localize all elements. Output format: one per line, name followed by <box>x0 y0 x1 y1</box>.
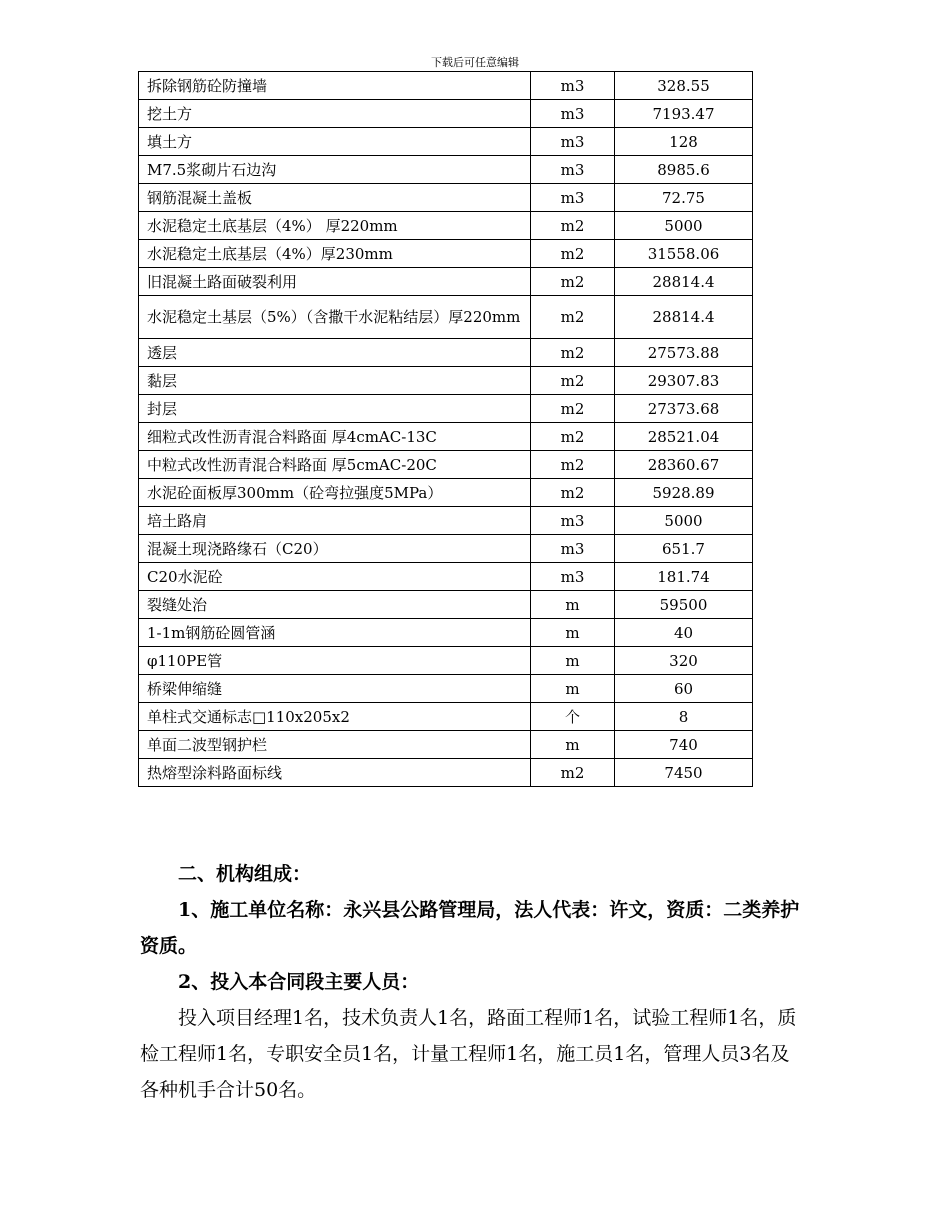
item-name-cell: 透层 <box>139 339 531 367</box>
item-name-cell: 培土路肩 <box>139 507 531 535</box>
item-name-cell: 单柱式交通标志□110x205x2 <box>139 703 531 731</box>
table-row <box>139 479 753 507</box>
table-row <box>139 535 753 563</box>
table-row <box>139 268 753 296</box>
unit-cell: m <box>531 647 615 675</box>
table-row <box>139 451 753 479</box>
unit-cell: m2 <box>531 212 615 240</box>
item-name-cell: 挖土方 <box>139 100 531 128</box>
quantity-cell: 29307.83 <box>615 367 753 395</box>
item-name-cell: 钢筋混凝土盖板 <box>139 184 531 212</box>
quantity-cell: 60 <box>615 675 753 703</box>
table-row <box>139 128 753 156</box>
quantity-cell: 28521.04 <box>615 423 753 451</box>
unit-cell: m3 <box>531 535 615 563</box>
quantity-table <box>138 71 753 787</box>
table-row <box>139 156 753 184</box>
unit-cell: m3 <box>531 507 615 535</box>
item-name-cell: 水泥稳定土底基层（4%） 厚220mm <box>139 212 531 240</box>
table-row <box>139 367 753 395</box>
unit-cell: m2 <box>531 296 615 339</box>
quantity-cell: 8985.6 <box>615 156 753 184</box>
item-name-cell: 黏层 <box>139 367 531 395</box>
unit-cell: m3 <box>531 156 615 184</box>
item-name-cell: 热熔型涂料路面标线 <box>139 759 531 787</box>
unit-cell: m3 <box>531 128 615 156</box>
unit-cell: m <box>531 619 615 647</box>
table-row <box>139 339 753 367</box>
quantity-cell: 72.75 <box>615 184 753 212</box>
unit-cell: 个 <box>531 703 615 731</box>
quantity-cell: 740 <box>615 731 753 759</box>
watermark-text: 下载后可任意编辑 <box>431 56 519 69</box>
quantity-cell: 27373.68 <box>615 395 753 423</box>
construction-unit-paragraph: 1、施工单位名称：永兴县公路管理局，法人代表：许文，资质：二类养护资质。 <box>140 899 800 957</box>
quantity-cell: 28814.4 <box>615 268 753 296</box>
personnel-paragraph: 投入项目经理1名，技术负责人1名，路面工程师1名，试验工程师1名，质检工程师1名，专职安全员1名，计量工程师1名，施工员1名，管理人员3名及各种机手合计50名。 <box>140 1007 797 1101</box>
unit-cell: m2 <box>531 451 615 479</box>
table-row <box>139 731 753 759</box>
quantity-cell: 59500 <box>615 591 753 619</box>
quantity-cell: 651.7 <box>615 535 753 563</box>
unit-cell: m2 <box>531 339 615 367</box>
table-row <box>139 703 753 731</box>
table-row <box>139 100 753 128</box>
quantity-cell: 328.55 <box>615 72 753 100</box>
quantity-cell: 181.74 <box>615 563 753 591</box>
unit-cell: m3 <box>531 100 615 128</box>
table-row <box>139 675 753 703</box>
item-name-cell: φ110PE管 <box>139 647 531 675</box>
quantity-cell: 27573.88 <box>615 339 753 367</box>
quantity-cell: 7450 <box>615 759 753 787</box>
organization-section <box>140 856 808 1108</box>
unit-cell: m2 <box>531 240 615 268</box>
unit-cell: m <box>531 591 615 619</box>
item-name-cell: 单面二波型钢护栏 <box>139 731 531 759</box>
item-name-cell: C20水泥砼 <box>139 563 531 591</box>
table-row <box>139 72 753 100</box>
quantity-cell: 5928.89 <box>615 479 753 507</box>
table-row <box>139 184 753 212</box>
quantity-cell: 28814.4 <box>615 296 753 339</box>
item-name-cell: 桥梁伸缩缝 <box>139 675 531 703</box>
item-name-cell: 1-1m钢筋砼圆管涵 <box>139 619 531 647</box>
unit-cell: m2 <box>531 479 615 507</box>
table-row <box>139 240 753 268</box>
quantity-cell: 8 <box>615 703 753 731</box>
table-row <box>139 647 753 675</box>
unit-cell: m <box>531 675 615 703</box>
unit-cell: m2 <box>531 268 615 296</box>
table-row <box>139 212 753 240</box>
unit-cell: m2 <box>531 759 615 787</box>
item-name-cell: 封层 <box>139 395 531 423</box>
section-heading: 二、机构组成： <box>178 863 312 885</box>
table-row <box>139 563 753 591</box>
table-row <box>139 619 753 647</box>
item-name-cell: 填土方 <box>139 128 531 156</box>
table-row <box>139 759 753 787</box>
personnel-heading: 2、投入本合同段主要人员： <box>178 971 420 993</box>
table-row <box>139 507 753 535</box>
unit-cell: m3 <box>531 563 615 591</box>
quantity-cell: 31558.06 <box>615 240 753 268</box>
item-name-cell: 水泥稳定土底基层（4%）厚230mm <box>139 240 531 268</box>
item-name-cell: 裂缝处治 <box>139 591 531 619</box>
quantity-cell: 7193.47 <box>615 100 753 128</box>
table-row <box>139 395 753 423</box>
quantity-cell: 128 <box>615 128 753 156</box>
quantity-cell: 320 <box>615 647 753 675</box>
unit-cell: m2 <box>531 423 615 451</box>
table-row <box>139 423 753 451</box>
item-name-cell: 混凝土现浇路缘石（C20） <box>139 535 531 563</box>
item-name-cell: 拆除钢筋砼防撞墙 <box>139 72 531 100</box>
quantity-cell: 5000 <box>615 212 753 240</box>
item-name-cell: 水泥稳定土基层（5%）（含撒干水泥粘结层）厚220mm <box>139 296 531 339</box>
quantity-cell: 40 <box>615 619 753 647</box>
item-name-cell: 细粒式改性沥青混合料路面 厚4cmAC-13C <box>139 423 531 451</box>
item-name-cell: 水泥砼面板厚300mm（砼弯拉强度5MPa） <box>139 479 531 507</box>
quantity-cell: 28360.67 <box>615 451 753 479</box>
item-name-cell: M7.5浆砌片石边沟 <box>139 156 531 184</box>
item-name-cell: 中粒式改性沥青混合料路面 厚5cmAC-20C <box>139 451 531 479</box>
table-row <box>139 296 753 339</box>
item-name-cell: 旧混凝土路面破裂利用 <box>139 268 531 296</box>
unit-cell: m2 <box>531 367 615 395</box>
unit-cell: m3 <box>531 72 615 100</box>
quantity-cell: 5000 <box>615 507 753 535</box>
table-row <box>139 591 753 619</box>
unit-cell: m3 <box>531 184 615 212</box>
unit-cell: m <box>531 731 615 759</box>
quantity-table-body <box>139 72 753 787</box>
unit-cell: m2 <box>531 395 615 423</box>
